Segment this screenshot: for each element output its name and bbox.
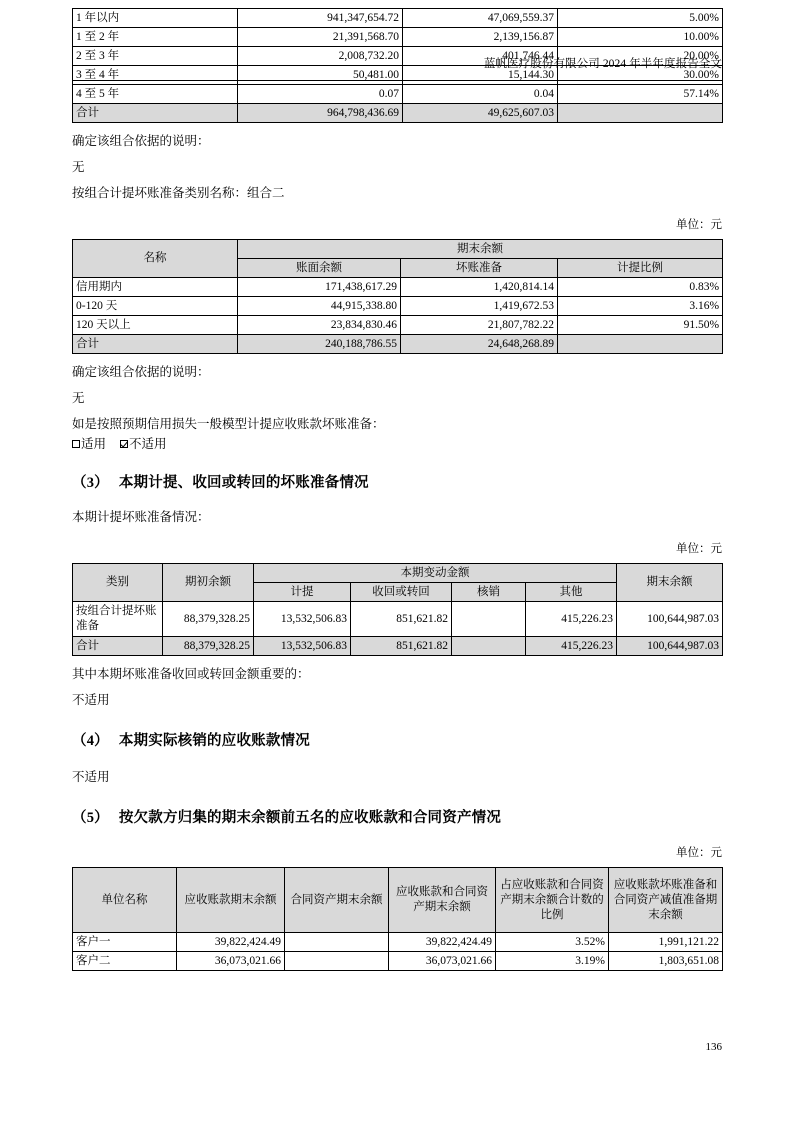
top-five-customers-table xyxy=(72,867,723,971)
portfolio-ratio: 3.16% xyxy=(558,297,723,316)
aging-book-balance: 0.07 xyxy=(238,85,403,104)
aging-bad-debt: 15,144.30 xyxy=(403,66,558,85)
general-model-question: 如是按照预期信用损失一般模型计提应收账款坏账准备： xyxy=(72,417,385,431)
header-write-off: 核销 xyxy=(452,583,526,602)
header-closing-balance: 期末余额 xyxy=(617,564,723,602)
header-opening-balance: 期初余额 xyxy=(163,564,254,602)
checkbox-applicable[interactable] xyxy=(72,440,80,448)
section-3-heading xyxy=(72,473,722,493)
customer-ar-closing: 39,822,424.49 xyxy=(177,933,285,952)
section-4-value: 不适用 xyxy=(72,770,110,784)
movement-total-category: 合计 xyxy=(73,637,163,656)
movement-total-closing-balance: 100,644,987.03 xyxy=(617,637,723,656)
movement-total-provision: 13,532,506.83 xyxy=(254,637,351,656)
basis-note-2-title: 确定该组合依据的说明： xyxy=(72,365,210,379)
aging-ratio: 57.14% xyxy=(558,85,723,104)
table-total-row xyxy=(73,335,723,354)
customer-bad-debt-and-impairment: 1,991,121.22 xyxy=(609,933,723,952)
aging-label: 2 至 3 年 xyxy=(73,47,238,66)
table-row xyxy=(73,66,723,85)
aging-total-bad-debt: 49,625,607.03 xyxy=(403,104,558,123)
customer-bad-debt-and-impairment: 1,803,651.08 xyxy=(609,952,723,971)
section-4-number: （4） xyxy=(72,733,109,749)
header-provision: 计提 xyxy=(254,583,351,602)
header-book-balance: 账面余额 xyxy=(238,259,401,278)
section-3-intro: 本期计提坏账准备情况： xyxy=(72,510,210,524)
portfolio-bad-debt: 1,420,814.14 xyxy=(401,278,558,297)
customer-name: 客户二 xyxy=(73,952,177,971)
header-other: 其他 xyxy=(526,583,617,602)
movement-write-off xyxy=(452,602,526,637)
aging-label: 3 至 4 年 xyxy=(73,66,238,85)
table-header-row xyxy=(73,564,723,583)
applicability-choice xyxy=(72,436,722,453)
aging-bad-debt: 2,139,156.87 xyxy=(403,28,558,47)
customer-proportion: 3.19% xyxy=(496,952,609,971)
aging-label: 4 至 5 年 xyxy=(73,85,238,104)
header-ratio: 计提比例 xyxy=(558,259,723,278)
header-bad-debt: 坏账准备 xyxy=(401,259,558,278)
aging-ratio: 10.00% xyxy=(558,28,723,47)
section-4-heading xyxy=(72,731,722,751)
portfolio-two-title: 按组合计提坏账准备类别名称：组合二 xyxy=(72,186,285,200)
customer-name: 客户一 xyxy=(73,933,177,952)
table-header-row xyxy=(73,240,723,259)
portfolio-total-book-balance: 240,188,786.55 xyxy=(238,335,401,354)
header-bad-debt-and-impairment: 应收账款坏账准备和合同资产减值准备期末余额 xyxy=(609,868,723,933)
table-row xyxy=(73,933,723,952)
portfolio-total-ratio xyxy=(558,335,723,354)
header-name: 名称 xyxy=(73,240,238,278)
header-proportion: 占应收账款和合同资产期末余额合计数的比例 xyxy=(496,868,609,933)
unit-label-portfolio-two: 单位：元 xyxy=(676,219,722,231)
provision-movement-table xyxy=(72,563,723,656)
aging-book-balance: 941,347,654.72 xyxy=(238,9,403,28)
section-5-title: 按欠款方归集的期末余额前五名的应收账款和合同资产情况 xyxy=(118,810,502,826)
basis-note-1-title: 确定该组合依据的说明： xyxy=(72,134,210,148)
movement-total-recovery: 851,621.82 xyxy=(351,637,452,656)
aging-provision-table xyxy=(72,8,723,123)
aging-ratio: 20.00% xyxy=(558,47,723,66)
section-5-number: （5） xyxy=(72,810,109,826)
aging-book-balance: 2,008,732.20 xyxy=(238,47,403,66)
portfolio-label: 0-120 天 xyxy=(73,297,238,316)
portfolio-book-balance: 23,834,830.46 xyxy=(238,316,401,335)
customer-ar-and-contract-closing: 36,073,021.66 xyxy=(389,952,496,971)
table-header-row xyxy=(73,868,723,933)
customer-ar-closing: 36,073,021.66 xyxy=(177,952,285,971)
movement-closing-balance: 100,644,987.03 xyxy=(617,602,723,637)
movement-provision: 13,532,506.83 xyxy=(254,602,351,637)
table-total-row xyxy=(73,637,723,656)
customer-ar-and-contract-closing: 39,822,424.49 xyxy=(389,933,496,952)
aging-book-balance: 21,391,568.70 xyxy=(238,28,403,47)
section-5-heading xyxy=(72,808,722,828)
section-3-number: （3） xyxy=(72,475,109,491)
movement-opening-balance: 88,379,328.25 xyxy=(163,602,254,637)
movement-recovery: 851,621.82 xyxy=(351,602,452,637)
aging-bad-debt: 0.04 xyxy=(403,85,558,104)
aging-ratio: 30.00% xyxy=(558,66,723,85)
portfolio-bad-debt: 21,807,782.22 xyxy=(401,316,558,335)
portfolio-label: 信用期内 xyxy=(73,278,238,297)
aging-total-ratio xyxy=(558,104,723,123)
aging-book-balance: 50,481.00 xyxy=(238,66,403,85)
portfolio-total-bad-debt: 24,648,268.89 xyxy=(401,335,558,354)
header-period-end: 期末余额 xyxy=(238,240,723,259)
table-row xyxy=(73,9,723,28)
header-ar-closing: 应收账款期末余额 xyxy=(177,868,285,933)
movement-total-opening-balance: 88,379,328.25 xyxy=(163,637,254,656)
checkbox-not-applicable[interactable] xyxy=(120,440,128,448)
section-3-title: 本期计提、收回或转回的坏账准备情况 xyxy=(118,475,369,491)
movement-total-other: 415,226.23 xyxy=(526,637,617,656)
header-changes: 本期变动金额 xyxy=(254,564,617,583)
aging-label: 1 至 2 年 xyxy=(73,28,238,47)
header-unit-name: 单位名称 xyxy=(73,868,177,933)
basis-note-2-value: 无 xyxy=(72,391,85,405)
section-4-title: 本期实际核销的应收账款情况 xyxy=(118,733,310,749)
header-recovery: 收回或转回 xyxy=(351,583,452,602)
portfolio-total-label: 合计 xyxy=(73,335,238,354)
aging-total-label: 合计 xyxy=(73,104,238,123)
section-3-footnote-title: 其中本期坏账准备收回或转回金额重要的： xyxy=(72,667,310,681)
aging-label: 1 年以内 xyxy=(73,9,238,28)
section-3-footnote-value: 不适用 xyxy=(72,693,110,707)
portfolio-ratio: 0.83% xyxy=(558,278,723,297)
portfolio-label: 120 天以上 xyxy=(73,316,238,335)
table-row xyxy=(73,602,723,637)
running-header: 蓝帆医疗股份有限公司 2024 年半年度报告全文 xyxy=(483,58,722,70)
aging-ratio: 5.00% xyxy=(558,9,723,28)
aging-bad-debt: 47,069,559.37 xyxy=(403,9,558,28)
page-content xyxy=(72,0,722,971)
table-row xyxy=(73,297,723,316)
unit-label-section-3: 单位：元 xyxy=(676,543,722,555)
portfolio-book-balance: 44,915,338.80 xyxy=(238,297,401,316)
portfolio-ratio: 91.50% xyxy=(558,316,723,335)
portfolio-bad-debt: 1,419,672.53 xyxy=(401,297,558,316)
header-ar-and-contract-closing: 应收账款和合同资产期末余额 xyxy=(389,868,496,933)
table-row xyxy=(73,28,723,47)
movement-category: 按组合计提坏账准备 xyxy=(73,602,163,637)
movement-total-write-off xyxy=(452,637,526,656)
portfolio-two-table xyxy=(72,239,723,354)
table-row xyxy=(73,278,723,297)
unit-label-section-5: 单位：元 xyxy=(676,847,722,859)
movement-other: 415,226.23 xyxy=(526,602,617,637)
not-applicable-label: 不适用 xyxy=(129,437,167,451)
customer-proportion: 3.52% xyxy=(496,933,609,952)
header-category: 类别 xyxy=(73,564,163,602)
customer-contract-asset-closing xyxy=(285,933,389,952)
aging-bad-debt: 401,746.44 xyxy=(403,47,558,66)
portfolio-book-balance: 171,438,617.29 xyxy=(238,278,401,297)
table-row xyxy=(73,316,723,335)
table-row xyxy=(73,952,723,971)
customer-contract-asset-closing xyxy=(285,952,389,971)
basis-note-1-value: 无 xyxy=(72,160,85,174)
table-total-row xyxy=(73,104,723,123)
aging-total-book-balance: 964,798,436.69 xyxy=(238,104,403,123)
header-contract-asset-closing: 合同资产期末余额 xyxy=(285,868,389,933)
page-number: 136 xyxy=(705,1041,722,1053)
table-row xyxy=(73,85,723,104)
table-row xyxy=(73,47,723,66)
applicable-label: 适用 xyxy=(81,437,107,451)
